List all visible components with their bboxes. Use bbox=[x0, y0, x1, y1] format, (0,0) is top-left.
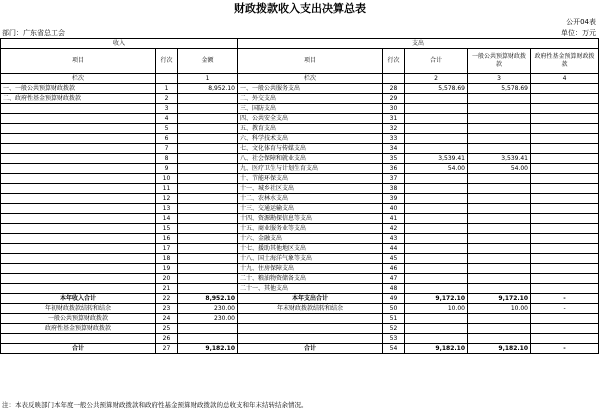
expense-row-no: 35 bbox=[383, 154, 405, 164]
expense-total bbox=[405, 264, 468, 274]
income-amount bbox=[178, 94, 238, 104]
expense-general bbox=[468, 184, 531, 194]
income-amount bbox=[178, 114, 238, 124]
income-rowno-header: 行次 bbox=[156, 49, 178, 74]
income-row-no: 24 bbox=[156, 314, 178, 324]
table-row bbox=[1, 254, 599, 264]
table-row bbox=[1, 234, 599, 244]
expense-row-no: 44 bbox=[383, 244, 405, 254]
expense-total bbox=[405, 314, 468, 324]
income-amount-header: 金额 bbox=[178, 49, 238, 74]
table-row bbox=[1, 244, 599, 254]
income-amount bbox=[178, 134, 238, 144]
income-row-no: 8 bbox=[156, 154, 178, 164]
expense-row-no: 38 bbox=[383, 184, 405, 194]
income-item bbox=[1, 234, 156, 244]
income-amount bbox=[178, 204, 238, 214]
expense-total bbox=[405, 204, 468, 214]
expense-item: 十、节能环保支出 bbox=[238, 174, 383, 184]
expense-item: 二十一、其他支出 bbox=[238, 284, 383, 294]
income-item: 一、一般公共预算财政拨款 bbox=[1, 84, 156, 94]
income-amount bbox=[178, 274, 238, 284]
income-item: 政府性基金预算财政拨款 bbox=[1, 324, 156, 334]
expense-row-no: 28 bbox=[383, 84, 405, 94]
income-amount bbox=[178, 324, 238, 334]
expense-total bbox=[405, 324, 468, 334]
expense-row-no: 48 bbox=[383, 284, 405, 294]
expense-row-no: 52 bbox=[383, 324, 405, 334]
expense-total bbox=[405, 114, 468, 124]
expense-fund bbox=[531, 334, 599, 344]
expense-item: 本年支出合计 bbox=[238, 294, 383, 304]
expense-row-no: 47 bbox=[383, 274, 405, 284]
table-row bbox=[1, 164, 599, 174]
expense-total bbox=[405, 214, 468, 224]
expense-row-no: 45 bbox=[383, 254, 405, 264]
expense-item: 四、公共安全支出 bbox=[238, 114, 383, 124]
table-row bbox=[1, 134, 599, 144]
expense-item: 十九、住房保障支出 bbox=[238, 264, 383, 274]
income-amount bbox=[178, 334, 238, 344]
expense-item: 十五、商业服务业等支出 bbox=[238, 224, 383, 234]
expense-general: 9,172.10 bbox=[468, 294, 531, 304]
expense-general bbox=[468, 244, 531, 254]
expense-fund bbox=[531, 274, 599, 284]
expense-row-no: 42 bbox=[383, 224, 405, 234]
income-row-no: 15 bbox=[156, 224, 178, 234]
table-row bbox=[1, 184, 599, 194]
income-row-no: 12 bbox=[156, 194, 178, 204]
income-row-no: 1 bbox=[156, 84, 178, 94]
expense-item bbox=[238, 324, 383, 334]
col-number-2: 2 bbox=[405, 74, 468, 84]
expense-fund bbox=[531, 94, 599, 104]
expense-row-no: 36 bbox=[383, 164, 405, 174]
expense-fund bbox=[531, 164, 599, 174]
gov-fund-header: 政府性基金预算财政拨款 bbox=[531, 49, 599, 74]
expense-total bbox=[405, 254, 468, 264]
table-row bbox=[1, 84, 599, 94]
expense-total: 10.00 bbox=[405, 304, 468, 314]
expense-fund bbox=[531, 324, 599, 334]
income-item bbox=[1, 124, 156, 134]
income-item bbox=[1, 114, 156, 124]
expense-item: 二十、粮油物资储备支出 bbox=[238, 274, 383, 284]
expense-total bbox=[405, 334, 468, 344]
expense-fund: - bbox=[531, 304, 599, 314]
expense-total: 3,539.41 bbox=[405, 154, 468, 164]
income-amount: 8,952.10 bbox=[178, 294, 238, 304]
expense-row-no: 51 bbox=[383, 314, 405, 324]
expense-fund bbox=[531, 314, 599, 324]
expense-item: 九、医疗卫生与计划生育支出 bbox=[238, 164, 383, 174]
income-item bbox=[1, 214, 156, 224]
expense-item: 一、一般公共服务支出 bbox=[238, 84, 383, 94]
expense-fund bbox=[531, 184, 599, 194]
expense-fund bbox=[531, 154, 599, 164]
expense-total bbox=[405, 124, 468, 134]
expense-general bbox=[468, 234, 531, 244]
table-row bbox=[1, 114, 599, 124]
expense-item: 十四、资源勘探信息等支出 bbox=[238, 214, 383, 224]
income-row-no: 11 bbox=[156, 184, 178, 194]
income-amount bbox=[178, 154, 238, 164]
unit-label: 单位：万元 bbox=[561, 29, 596, 37]
expense-general bbox=[468, 194, 531, 204]
table-row bbox=[1, 274, 599, 284]
expense-total bbox=[405, 134, 468, 144]
income-amount bbox=[178, 244, 238, 254]
expense-fund bbox=[531, 224, 599, 234]
expense-fund bbox=[531, 114, 599, 124]
income-row-no: 3 bbox=[156, 104, 178, 114]
table-row bbox=[1, 154, 599, 164]
expense-row-no: 39 bbox=[383, 194, 405, 204]
income-row-no: 5 bbox=[156, 124, 178, 134]
balance-row bbox=[1, 324, 599, 334]
expense-general: 5,578.69 bbox=[468, 84, 531, 94]
expense-total-header: 合计 bbox=[405, 49, 468, 74]
expense-row-no: 46 bbox=[383, 264, 405, 274]
income-item bbox=[1, 144, 156, 154]
expense-item: 十七、援助其他地区支出 bbox=[238, 244, 383, 254]
expense-general bbox=[468, 134, 531, 144]
expense-general bbox=[468, 144, 531, 154]
income-header: 收入 bbox=[1, 39, 238, 49]
balance-row bbox=[1, 304, 599, 314]
column-header-row bbox=[1, 49, 599, 74]
expense-row-no: 29 bbox=[383, 94, 405, 104]
expense-fund bbox=[531, 134, 599, 144]
income-amount bbox=[178, 284, 238, 294]
expense-general bbox=[468, 94, 531, 104]
expense-fund bbox=[531, 284, 599, 294]
income-row-no: 25 bbox=[156, 324, 178, 334]
expense-item: 合计 bbox=[238, 344, 383, 354]
table-row bbox=[1, 224, 599, 234]
expense-fund bbox=[531, 104, 599, 114]
footnote: 注：本表反映部门本年度一般公共预算财政拨款和政府性基金预算财政拨款的总收支和年末结转结余情况。 bbox=[2, 401, 308, 409]
income-amount bbox=[178, 234, 238, 244]
expense-fund bbox=[531, 234, 599, 244]
income-amount bbox=[178, 214, 238, 224]
expense-header: 支出 bbox=[238, 39, 599, 49]
income-item-header: 项目 bbox=[1, 49, 156, 74]
expense-total bbox=[405, 234, 468, 244]
expense-general bbox=[468, 124, 531, 134]
expense-fund bbox=[531, 204, 599, 214]
expense-general: 9,182.10 bbox=[468, 344, 531, 354]
expense-row-no: 43 bbox=[383, 234, 405, 244]
expense-row-no: 32 bbox=[383, 124, 405, 134]
expense-fund bbox=[531, 194, 599, 204]
expense-total: 9,172.10 bbox=[405, 294, 468, 304]
income-amount bbox=[178, 174, 238, 184]
general-budget-header: 一般公共预算财政拨款 bbox=[468, 49, 531, 74]
income-item: 本年收入合计 bbox=[1, 294, 156, 304]
expense-row-no: 30 bbox=[383, 104, 405, 114]
expense-total bbox=[405, 144, 468, 154]
expense-total bbox=[405, 94, 468, 104]
income-amount bbox=[178, 104, 238, 114]
income-item bbox=[1, 334, 156, 344]
expense-general bbox=[468, 214, 531, 224]
income-item: 合计 bbox=[1, 344, 156, 354]
expense-fund bbox=[531, 124, 599, 134]
expense-general bbox=[468, 224, 531, 234]
income-row-no: 4 bbox=[156, 114, 178, 124]
column-number-row bbox=[1, 74, 599, 84]
expense-item-header: 项目 bbox=[238, 49, 383, 74]
expense-fund bbox=[531, 174, 599, 184]
report-title: 财政拨款收入支出决算总表 bbox=[234, 2, 366, 15]
income-amount: 230.00 bbox=[178, 304, 238, 314]
income-row-no: 17 bbox=[156, 244, 178, 254]
income-row-no: 7 bbox=[156, 144, 178, 154]
income-item bbox=[1, 104, 156, 114]
expense-row-no: 31 bbox=[383, 114, 405, 124]
expense-total bbox=[405, 104, 468, 114]
income-row-no: 9 bbox=[156, 164, 178, 174]
expense-total bbox=[405, 194, 468, 204]
expense-general: 3,539.41 bbox=[468, 154, 531, 164]
expense-general bbox=[468, 264, 531, 274]
expense-fund bbox=[531, 244, 599, 254]
col-number-3: 3 bbox=[468, 74, 531, 84]
expense-total bbox=[405, 224, 468, 234]
expense-total: 9,182.10 bbox=[405, 344, 468, 354]
table-row bbox=[1, 124, 599, 134]
expense-item: 七、文化体育与传媒支出 bbox=[238, 144, 383, 154]
budget-table bbox=[0, 38, 599, 354]
expense-general bbox=[468, 174, 531, 184]
grand-total-row bbox=[1, 344, 599, 354]
table-row bbox=[1, 204, 599, 214]
expense-total: 5,578.69 bbox=[405, 84, 468, 94]
expense-item bbox=[238, 314, 383, 324]
table-row bbox=[1, 194, 599, 204]
expense-fund bbox=[531, 84, 599, 94]
expense-item: 十六、金融支出 bbox=[238, 234, 383, 244]
expense-general bbox=[468, 254, 531, 264]
income-item bbox=[1, 224, 156, 234]
expense-fund bbox=[531, 144, 599, 154]
income-item: 一般公共预算财政拨款 bbox=[1, 314, 156, 324]
expense-general: 54.00 bbox=[468, 164, 531, 174]
income-item bbox=[1, 194, 156, 204]
expense-general bbox=[468, 204, 531, 214]
department-label: 部门：广东省总工会 bbox=[2, 29, 65, 37]
expense-row-no: 33 bbox=[383, 134, 405, 144]
income-amount bbox=[178, 254, 238, 264]
expense-general bbox=[468, 324, 531, 334]
income-row-no: 26 bbox=[156, 334, 178, 344]
expense-row-no: 50 bbox=[383, 304, 405, 314]
expense-row-no: 34 bbox=[383, 144, 405, 154]
income-amount bbox=[178, 224, 238, 234]
income-row-no: 19 bbox=[156, 264, 178, 274]
expense-total bbox=[405, 274, 468, 284]
expense-item: 六、科学技术支出 bbox=[238, 134, 383, 144]
income-amount bbox=[178, 194, 238, 204]
expense-fund: - bbox=[531, 344, 599, 354]
income-item bbox=[1, 184, 156, 194]
expense-row-no: 37 bbox=[383, 174, 405, 184]
income-item: 二、政府性基金预算财政拨款 bbox=[1, 94, 156, 104]
income-item bbox=[1, 254, 156, 264]
balance-row bbox=[1, 314, 599, 324]
income-item bbox=[1, 274, 156, 284]
expense-item: 十一、城乡社区支出 bbox=[238, 184, 383, 194]
income-item bbox=[1, 284, 156, 294]
income-row-no: 23 bbox=[156, 304, 178, 314]
income-amount bbox=[178, 144, 238, 154]
income-amount bbox=[178, 264, 238, 274]
income-row-no: 16 bbox=[156, 234, 178, 244]
year-total-row bbox=[1, 294, 599, 304]
table-row bbox=[1, 104, 599, 114]
income-item bbox=[1, 154, 156, 164]
expense-total bbox=[405, 174, 468, 184]
income-row-no: 13 bbox=[156, 204, 178, 214]
table-row bbox=[1, 94, 599, 104]
expense-general bbox=[468, 334, 531, 344]
section-header-row bbox=[1, 39, 599, 49]
income-amount bbox=[178, 124, 238, 134]
expense-fund: - bbox=[531, 294, 599, 304]
income-row-no: 2 bbox=[156, 94, 178, 104]
income-row-no: 14 bbox=[156, 214, 178, 224]
expense-general bbox=[468, 114, 531, 124]
income-row-no: 22 bbox=[156, 294, 178, 304]
expense-row-no: 53 bbox=[383, 334, 405, 344]
income-item bbox=[1, 164, 156, 174]
expense-fund bbox=[531, 214, 599, 224]
income-item bbox=[1, 244, 156, 254]
income-amount: 9,182.10 bbox=[178, 344, 238, 354]
expense-row-no: 40 bbox=[383, 204, 405, 214]
table-row bbox=[1, 144, 599, 154]
expense-item: 三、国防支出 bbox=[238, 104, 383, 114]
form-code: 公开04表 bbox=[566, 18, 596, 26]
income-row-no: 18 bbox=[156, 254, 178, 264]
income-item bbox=[1, 174, 156, 184]
expense-item: 二、外交支出 bbox=[238, 94, 383, 104]
expense-item: 八、社会保障和就业支出 bbox=[238, 154, 383, 164]
table-row bbox=[1, 174, 599, 184]
expense-total bbox=[405, 184, 468, 194]
income-amount bbox=[178, 184, 238, 194]
expense-fund bbox=[531, 264, 599, 274]
col-label-income: 栏次 bbox=[1, 74, 156, 84]
income-amount bbox=[178, 164, 238, 174]
expense-row-no: 54 bbox=[383, 344, 405, 354]
expense-total: 54.00 bbox=[405, 164, 468, 174]
expense-total bbox=[405, 284, 468, 294]
expense-general: 10.00 bbox=[468, 304, 531, 314]
income-item bbox=[1, 264, 156, 274]
income-row-no: 21 bbox=[156, 284, 178, 294]
expense-general bbox=[468, 104, 531, 114]
income-row-no: 20 bbox=[156, 274, 178, 284]
table-row bbox=[1, 264, 599, 274]
income-item bbox=[1, 204, 156, 214]
expense-total bbox=[405, 244, 468, 254]
col-number-1: 1 bbox=[178, 74, 238, 84]
income-item bbox=[1, 134, 156, 144]
income-amount: 8,952.10 bbox=[178, 84, 238, 94]
col-number-4: 4 bbox=[531, 74, 599, 84]
col-label-expense: 栏次 bbox=[238, 74, 383, 84]
balance-row bbox=[1, 334, 599, 344]
expense-fund bbox=[531, 254, 599, 264]
expense-general bbox=[468, 314, 531, 324]
income-amount: 230.00 bbox=[178, 314, 238, 324]
expense-general bbox=[468, 274, 531, 284]
income-item: 年初财政拨款结转和结余 bbox=[1, 304, 156, 314]
income-row-no: 27 bbox=[156, 344, 178, 354]
expense-row-no: 41 bbox=[383, 214, 405, 224]
expense-item: 十八、国土海洋气象等支出 bbox=[238, 254, 383, 264]
expense-item: 五、教育支出 bbox=[238, 124, 383, 134]
income-row-no: 6 bbox=[156, 134, 178, 144]
expense-rowno-header: 行次 bbox=[383, 49, 405, 74]
expense-row-no: 49 bbox=[383, 294, 405, 304]
expense-item: 十三、交通运输支出 bbox=[238, 204, 383, 214]
expense-item bbox=[238, 334, 383, 344]
expense-item: 十二、农林水支出 bbox=[238, 194, 383, 204]
table-row bbox=[1, 284, 599, 294]
income-row-no: 10 bbox=[156, 174, 178, 184]
table-row bbox=[1, 214, 599, 224]
expense-item: 年末财政拨款结转和结余 bbox=[238, 304, 383, 314]
expense-general bbox=[468, 284, 531, 294]
